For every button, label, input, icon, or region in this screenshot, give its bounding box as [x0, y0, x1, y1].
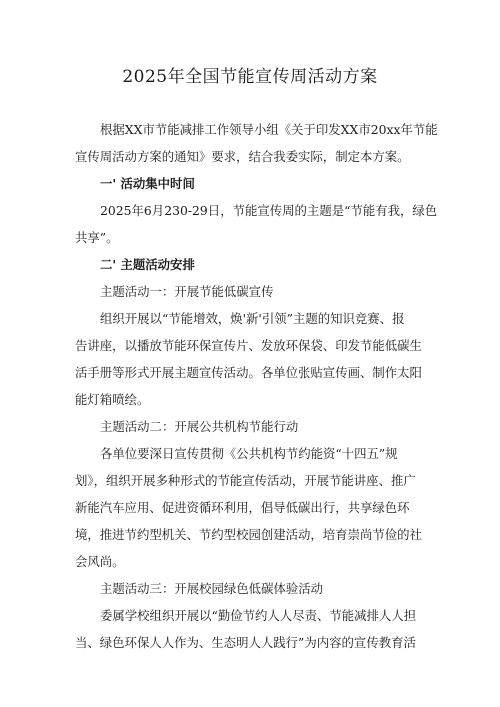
subsection-heading: 主题活动二：开展公共机构节能行动 [100, 419, 299, 434]
section-heading: 二' 主题活动安排 [100, 257, 195, 272]
body-line: 告讲座，以播放节能环保宣传片、发放环保袋、印发节能低碳生 [75, 338, 422, 353]
body-line: 宣传周活动方案的通知》要求，结合我委实际，制定本方案。 [75, 149, 410, 164]
body-line: 境，推进节约型机关、节约型校园创建活动，培育崇尚节俭的社 [75, 527, 422, 542]
body-line: 会风尚。 [75, 554, 125, 569]
body-line: 能灯箱喷绘。 [75, 392, 150, 407]
body-line: 活手册等形式开展主题宣传活动。各单位张贴宣传画、制作太阳 [75, 365, 422, 380]
body-line: 共享”。 [75, 230, 119, 245]
subsection-heading: 主题活动一：开展节能低碳宣传 [100, 284, 274, 299]
body-line: 各单位要深日宣传贯彻《公共机构节约能资“十四五”规 [100, 446, 398, 461]
body-line: 当、绿色环保人人作为、生态明人人践行”为内容的宣传教育活 [75, 635, 416, 650]
subsection-heading: 主题活动三：开展校园绿色低碳体验活动 [100, 581, 324, 596]
body-line: 2025年6月230-29日，节能宣传周的主题是“节能有我，绿色 [100, 203, 438, 218]
body-line: 新能汽车应用、促进资循环利用，倡导低碳出行，共享绿色环 [75, 500, 410, 515]
body-line: 组织开展以“节能增效，焕'新'引领”主题的知识竞赛、报 [100, 311, 405, 326]
section-heading: 一' 活动集中时间 [100, 176, 195, 191]
body-line: 委属学校组织开展以“勤俭节约人人尽责、节能减排人人担 [100, 608, 417, 623]
document-title: 2025年全国节能宣传周活动方案 [122, 67, 378, 87]
body-line: 划》，组织开展多种形式的节能宣传活动，开展节能讲座、推广 [75, 473, 416, 488]
body-line: 根据XX市节能减排工作领导小组《关于印发XX市20xx年节能 [100, 122, 438, 137]
